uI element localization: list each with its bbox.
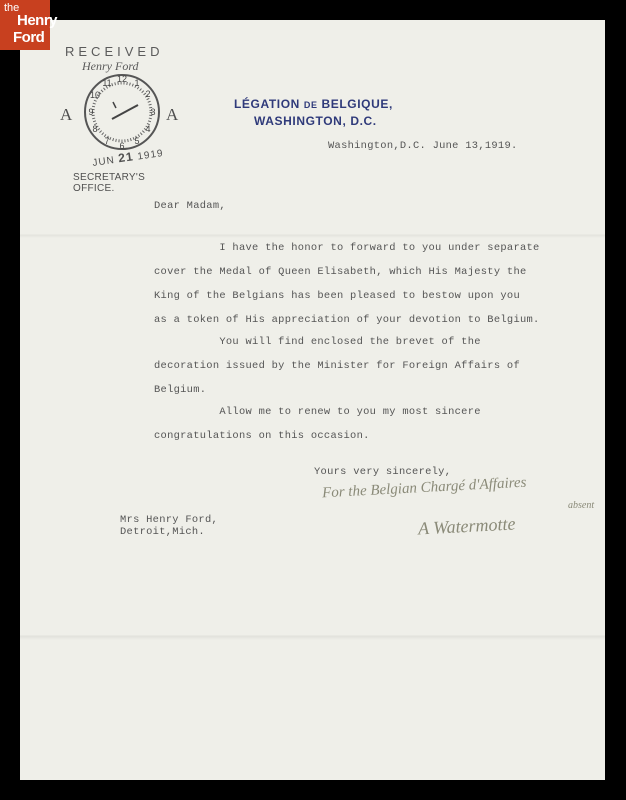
letterhead-line2: WASHINGTON, D.C. [254,114,377,128]
signature-absent: absent [568,500,595,511]
body-line: as a token of His appreciation of your devotion to Belgium. [154,314,540,326]
logo-henry: Henry [17,12,58,29]
svg-text:7: 7 [104,136,110,146]
signature-name: A Watermotte [417,513,516,539]
stamp-letter-right: A [166,105,179,124]
svg-text:3: 3 [150,107,156,117]
recipient-name: Mrs Henry Ford, [120,514,219,526]
svg-text:1: 1 [134,78,140,88]
stamp-day: 21 [117,149,135,166]
clock-icon [82,72,162,152]
stamp-month: JUN [91,154,116,169]
logo-the: the [4,2,20,14]
body-line: You will find enclosed the brevet of the [154,336,481,348]
body-line: Belgium. [154,384,207,396]
henry-ford-logo [0,0,58,50]
closing: Yours very sincerely, [314,466,452,478]
letterhead-belgique: BELGIQUE, [321,97,393,111]
letterhead-line1 [234,96,393,113]
received-stamp [40,22,180,194]
stamp-company: Henry Ford [82,59,139,73]
body-line: cover the Medal of Queen Elisabeth, which His Majesty the [154,266,527,278]
svg-text:6: 6 [119,141,125,151]
dateline: Washington,D.C. June 13,1919. [328,140,518,152]
signature-line: For the Belgian Chargé d'Affaires [321,474,527,502]
logo-ford: Ford [13,29,45,46]
letterhead-legation: LÉGATION [234,97,300,111]
stamp-office: SECRETARY'S OFFICE. [73,172,146,194]
body-line: Allow me to renew to you my most sincere [154,406,481,418]
letterhead-de: DE [303,100,318,110]
svg-text:11: 11 [102,78,112,88]
svg-text:9: 9 [88,107,94,117]
svg-text:4: 4 [145,124,151,134]
svg-text:5: 5 [134,136,140,146]
stamp-letter-left: A [60,105,73,124]
letterhead [234,96,393,129]
salutation: Dear Madam, [154,200,226,212]
svg-text:8: 8 [92,124,98,134]
body-line: decoration issued by the Minister for Foreign Affairs of [154,360,520,372]
svg-text:2: 2 [145,89,151,99]
body-line: congratulations on this occasion. [154,430,370,442]
svg-text:10: 10 [89,90,101,100]
body-line: I have the honor to forward to you under separate [154,242,540,254]
stamp-received: RECEIVED [65,44,164,59]
svg-text:12: 12 [116,74,128,84]
body-line: King of the Belgians has been pleased to bestow upon you [154,290,520,302]
stamp-year: 1919 [136,148,165,163]
recipient-city: Detroit,Mich. [120,526,205,538]
